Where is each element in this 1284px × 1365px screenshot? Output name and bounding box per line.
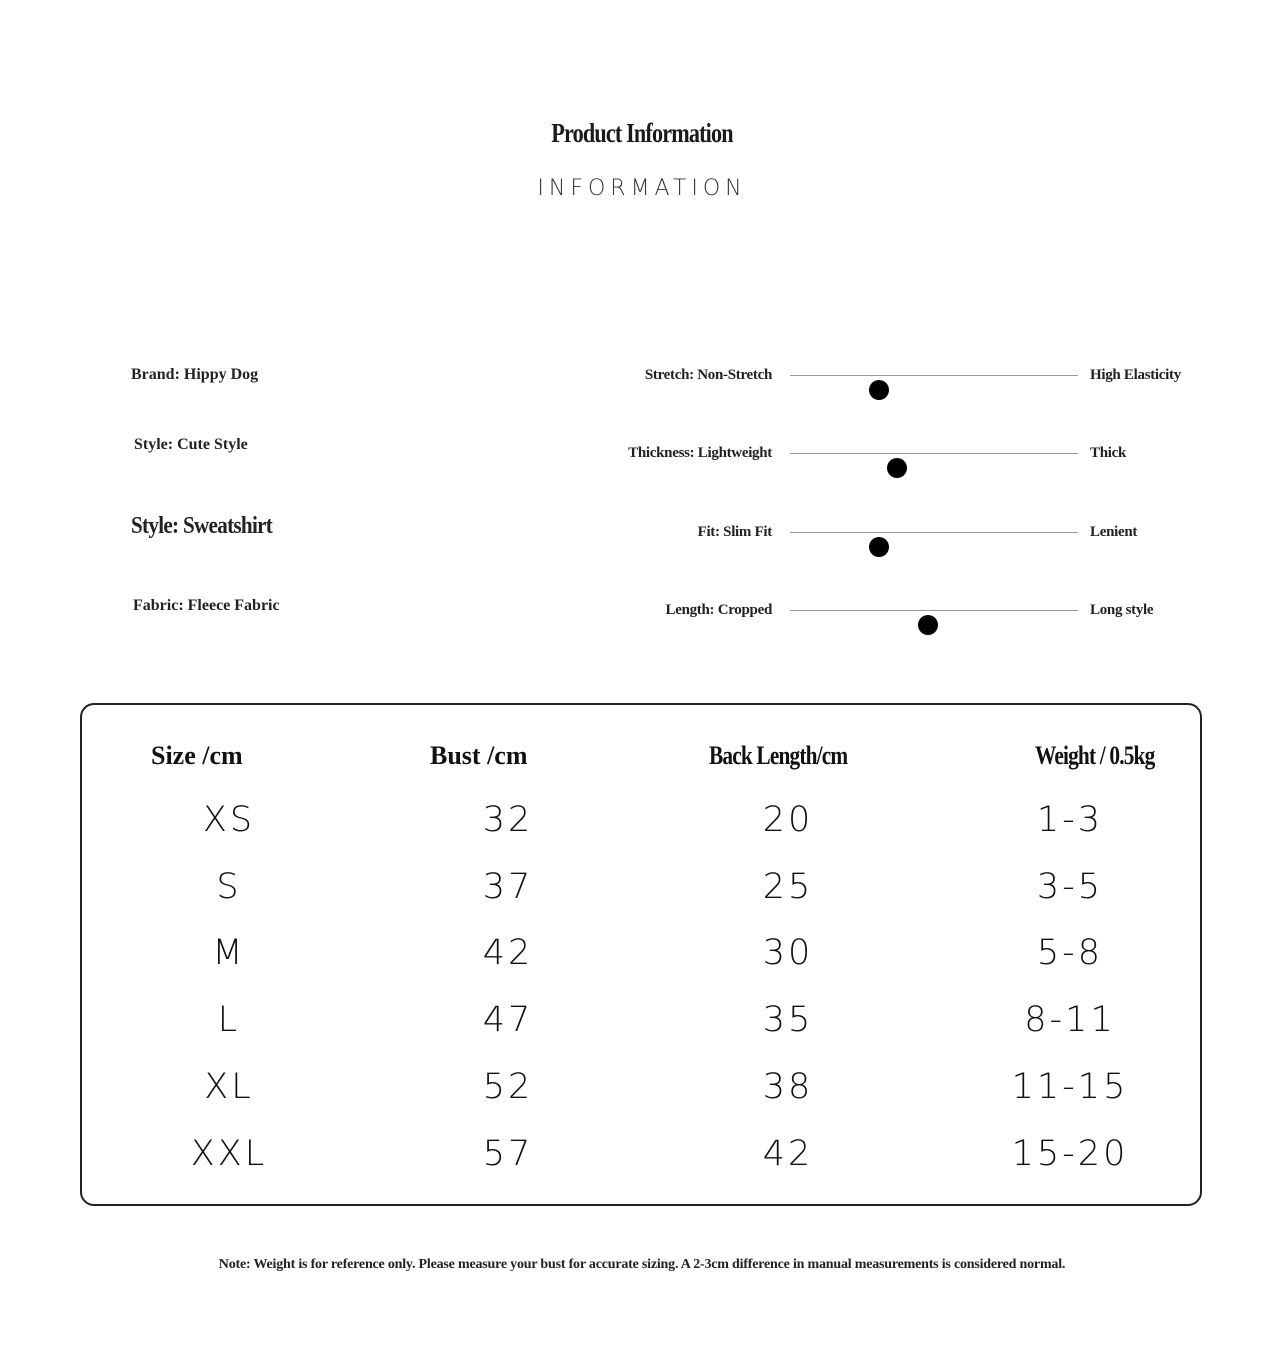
table-cell: 35 — [762, 1000, 814, 1041]
scale-stretch-indicator — [869, 380, 889, 400]
table-cell: 5-8 — [1036, 933, 1104, 974]
page-title: Product Information — [551, 118, 733, 148]
attribute-brand: Brand: Hippy Dog — [131, 366, 259, 383]
table-cell: 1-3 — [1036, 800, 1104, 840]
table-cell: 15-20 — [1011, 1133, 1129, 1174]
scale-stretch-track — [790, 375, 1078, 376]
table-cell: L — [217, 1000, 241, 1041]
scale-length — [560, 595, 1160, 625]
scale-fit-track — [790, 532, 1078, 533]
header-weight: Weight / 0.5kg — [1035, 741, 1155, 770]
table-cell: XS — [202, 800, 256, 840]
table-cell: 30 — [762, 933, 814, 974]
scale-stretch-label: Stretch: Non-Stretch — [644, 367, 772, 383]
footnote: Note: Weight is for reference only. Please measure your bust for accurate sizing. A 2-3cm difference in manual measurements is considered normal. — [218, 1257, 1066, 1272]
scale-thickness-label: Thickness: Lightweight — [628, 445, 772, 461]
scale-length-track — [790, 610, 1078, 611]
scale-thickness-end-label: Thick — [1090, 445, 1127, 461]
scale-length-indicator — [918, 615, 938, 635]
table-cell: S — [216, 866, 242, 907]
table-cell: 8-11 — [1024, 1000, 1116, 1041]
page-subtitle: INFORMATION — [537, 176, 747, 201]
scale-fit-end-label: Lenient — [1090, 524, 1138, 540]
table-cell: 52 — [482, 1066, 534, 1107]
scale-thickness-track — [790, 453, 1078, 454]
table-cell: 11-15 — [1011, 1066, 1129, 1107]
table-cell: 32 — [482, 800, 534, 840]
scale-thickness — [560, 438, 1160, 468]
table-cell: XXL — [190, 1133, 268, 1174]
scale-stretch-end-label: High Elasticity — [1090, 367, 1181, 383]
table-cell: 38 — [762, 1066, 814, 1107]
scale-thickness-indicator — [887, 458, 907, 478]
scale-fit-indicator — [869, 537, 889, 557]
header-size: Size /cm — [151, 741, 243, 770]
table-cell: 42 — [762, 1133, 814, 1174]
table-cell: 20 — [762, 800, 814, 840]
header-back-length: Back Length/cm — [709, 741, 848, 770]
table-cell: M — [212, 933, 246, 974]
table-cell: 37 — [482, 866, 534, 907]
scale-fit — [560, 517, 1160, 547]
scale-stretch — [560, 360, 1181, 390]
attribute-style-sweatshirt: Style: Sweatshirt — [131, 513, 273, 539]
table-cell: 42 — [482, 933, 534, 974]
attribute-fabric: Fabric: Fleece Fabric — [133, 597, 280, 614]
table-cell: 57 — [482, 1133, 534, 1174]
header-bust: Bust /cm — [430, 741, 528, 770]
scale-length-end-label: Long style — [1090, 602, 1154, 618]
scale-fit-label: Fit: Slim Fit — [697, 524, 772, 540]
size-table — [80, 703, 1202, 1206]
attribute-style-cute: Style: Cute Style — [134, 436, 248, 453]
table-cell: XL — [204, 1066, 254, 1107]
table-cell: 47 — [482, 1000, 534, 1041]
table-cell: 3-5 — [1036, 866, 1104, 907]
scale-length-label: Length: Cropped — [665, 602, 772, 618]
table-cell: 25 — [762, 866, 814, 907]
